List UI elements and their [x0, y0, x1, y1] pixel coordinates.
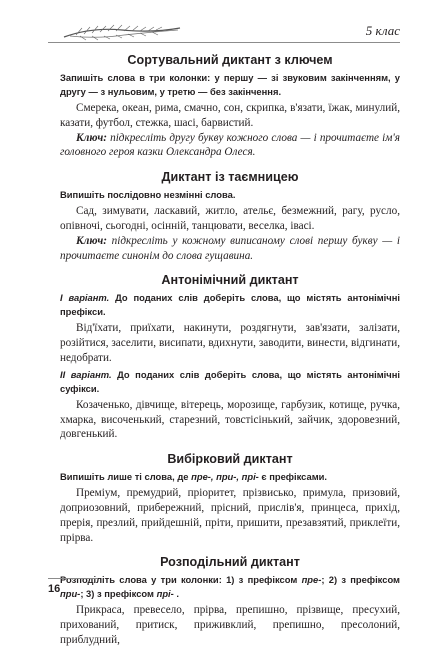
- section-word-list: Сад, зимувати, ласкавий, житло, ательє, безмежний, рагу, русло, опівночі, сьогодні, осінній, танцювати, веселка, івасі.: [60, 205, 400, 232]
- variant-2-instruction: [60, 368, 400, 396]
- section-word-list: Смерека, океан, рима, смачно, сон, скрипка, в'язати, їжак, минулий, казати, футбол, стежка, шасі, барвистий.: [60, 102, 400, 129]
- instruction-part-c: ; 3) з префіксом: [80, 588, 157, 600]
- instruction-part-d: .: [173, 588, 179, 600]
- variant-1-instruction-text: До поданих слів доберіть слова, що містять антонімічні префікси.: [60, 292, 400, 318]
- section-instruction: [60, 470, 400, 484]
- prefix-pre: пре-: [301, 574, 322, 586]
- section-secret-dictation: [60, 167, 400, 263]
- section-word-list: Преміум, премудрий, пріоритет, прізвисько, примула, призовий, доприозовний, прибережний, прісний, прислів'я, принцеса, прихід, прерія, презлий, прийдешній, пріти, пришити, презавзятий, приклеїти, прірва.: [60, 487, 400, 544]
- section-title: Сортувальний диктант з ключем: [127, 53, 333, 67]
- page-content: [60, 50, 400, 648]
- variant-2-label: ІІ варіант.: [60, 368, 112, 380]
- footer-rule: [48, 578, 98, 579]
- instruction-start: Випишіть лише ті слова, де: [60, 471, 192, 483]
- key-label: Ключ:: [76, 131, 107, 144]
- page-number: 16: [48, 583, 61, 595]
- key-text: підкресліть другу букву кожного слова — і прочитаєте ім'я головного героя казки Олександра Олеся.: [60, 131, 400, 159]
- variant-2-instruction-text: До поданих слів доберіть слова, що містять антонімічні суфікси.: [60, 368, 400, 394]
- section-key: [60, 234, 400, 264]
- instruction-part-b: ; 2) з префіксом: [321, 574, 400, 586]
- instruction-part-a: Розподіліть слова у три колонки: 1) з префіксом: [60, 574, 302, 586]
- section-key: [60, 131, 400, 161]
- section-instruction: Запишіть слова в три колонки: у першу — зі звуковим закінченням, у другу — з нульовим, у третю — без закінчення.: [60, 72, 400, 97]
- section-title: Антонімічний диктант: [161, 273, 299, 288]
- section-antonym-dictation: [60, 270, 400, 442]
- section-distribution-dictation: [60, 552, 400, 647]
- section-title: Вибірковий диктант: [167, 452, 293, 467]
- section-selective-dictation: [60, 449, 400, 545]
- instruction-end: є префіксами.: [258, 471, 328, 483]
- section-instruction: [60, 573, 400, 601]
- grade-label: 5 клас: [365, 23, 400, 38]
- prefix-pri: прі-: [156, 588, 174, 600]
- page-header: [48, 22, 400, 46]
- section-title: Диктант із таємницею: [161, 170, 299, 185]
- prefix-pry: при-: [60, 588, 81, 600]
- key-text: підкресліть у кожному виписаному слові першу букву — і прочитаєте синонім до слова гущавина.: [60, 234, 400, 262]
- instruction-prefixes: пре-, при-, прі-: [191, 471, 259, 483]
- variant-1-label: І варіант.: [60, 292, 110, 304]
- section-sorting-dictation: [60, 50, 400, 160]
- header-rule: [48, 42, 400, 43]
- section-title: Розподільний диктант: [160, 555, 300, 570]
- feather-ornament-icon: [62, 24, 182, 42]
- variant-1-instruction: [60, 291, 400, 319]
- section-instruction: Випишіть послідовно незмінні слова.: [60, 189, 236, 201]
- section-word-list: Прикраса, превесело, прірва, препишно, прізвище, пресухий, прихований, притиск, приживклий, препишно, пресолоний, приблудний,: [60, 604, 400, 646]
- variant-1-word-list: Від'їхати, приїхати, накинути, роздягнути, зав'язати, залізати, розійтися, заселити, висипати, вдихнути, заводити, винести, відгинати, недобрати.: [60, 322, 400, 364]
- variant-2-word-list: Козаченько, дівчище, вітерець, морозище, гарбузик, котище, ручка, хмарка, височенький, старезний, товстісінький, зайчик, здоровезний, довгенький.: [60, 398, 400, 441]
- key-label: Ключ:: [76, 234, 107, 247]
